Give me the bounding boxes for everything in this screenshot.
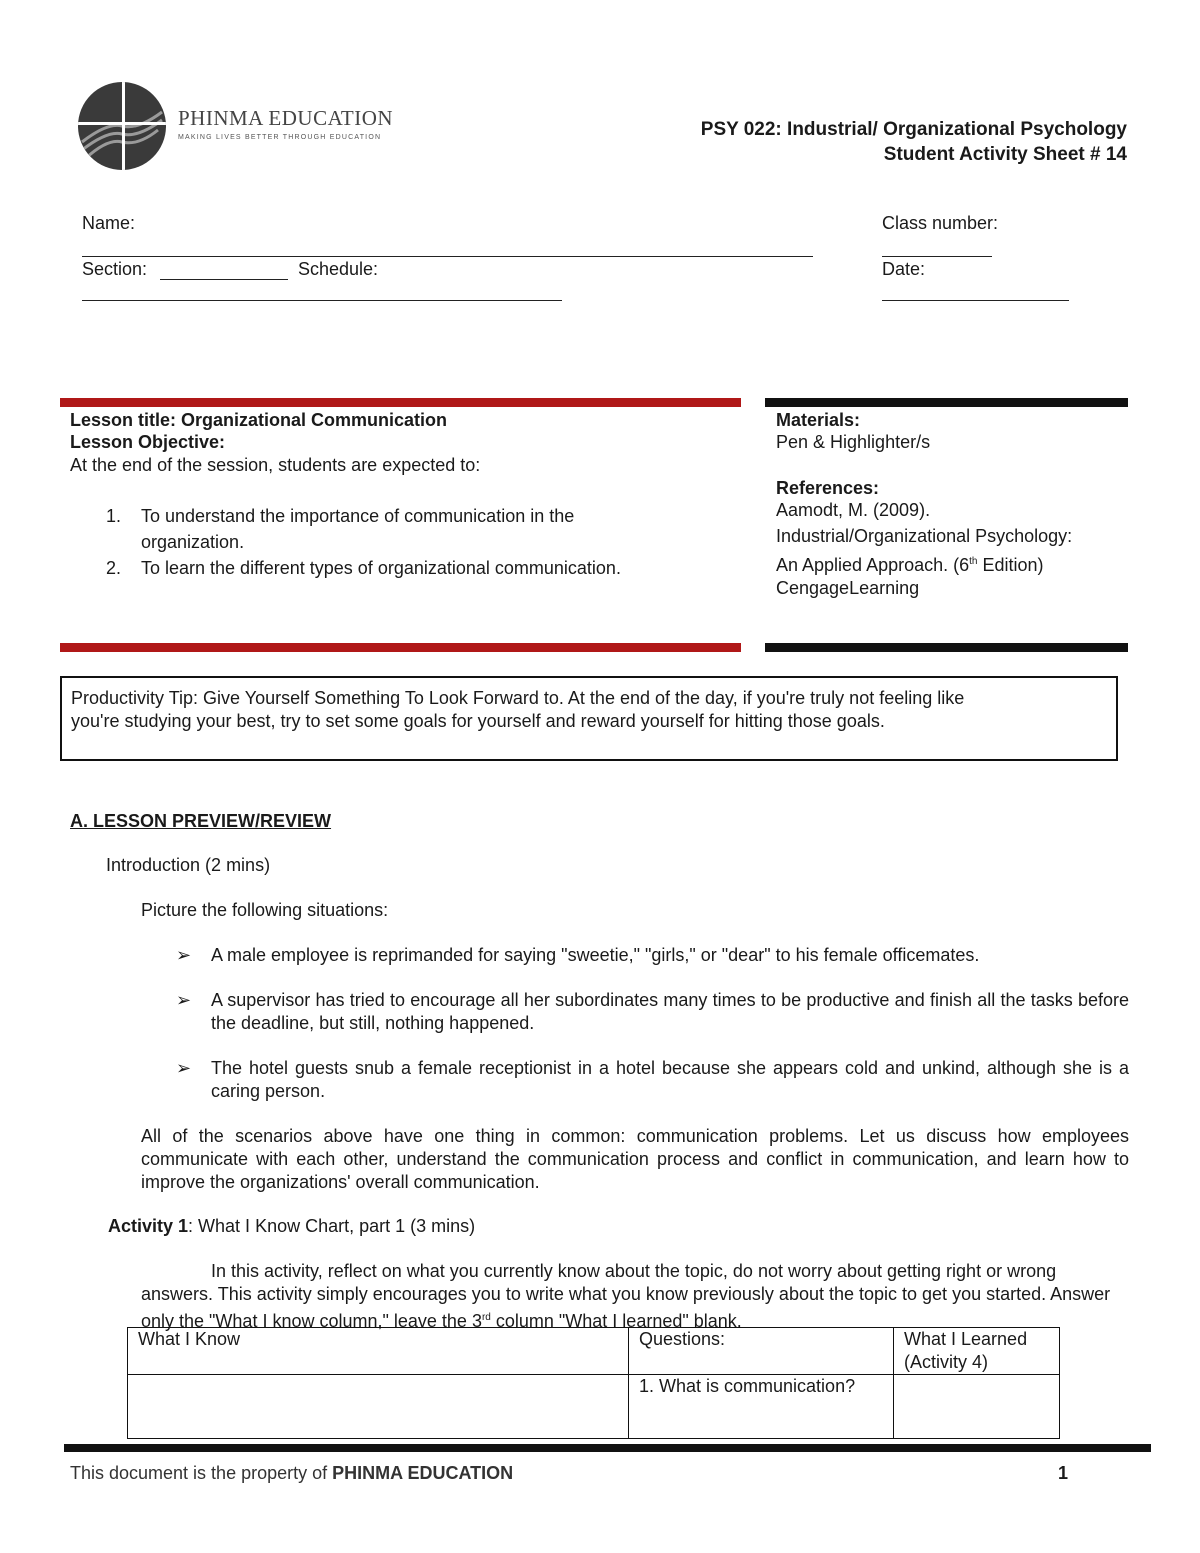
table-header-row	[128, 1328, 1060, 1375]
footer-bar	[64, 1444, 1151, 1452]
tip-line-2: you're studying your best, try to set some goals for yourself and reward yourself for hitting those goals.	[71, 711, 885, 731]
tip-line-1: Productivity Tip: Give Yourself Something To Look Forward to. At the end of the day, if you're truly not feeling like	[71, 688, 965, 708]
name-field[interactable]	[82, 256, 813, 257]
answer-cell-what-i-know[interactable]	[128, 1375, 629, 1439]
reference-line-2: Industrial/Organizational Psychology:	[776, 526, 1073, 546]
top-red-bar	[60, 398, 741, 407]
date-label: Date:	[882, 259, 926, 279]
schedule-field[interactable]	[82, 300, 562, 301]
sheet-title: Student Activity Sheet # 14	[883, 144, 1127, 165]
reference-line-4: CengageLearning	[776, 578, 920, 598]
introduction-label: Introduction (2 mins)	[106, 855, 271, 875]
course-title: PSY 022: Industrial/ Organizational Psychology	[700, 119, 1127, 140]
bullet-2: A supervisor has tried to encourage all her subordinates many times to be productive and finish all the tasks before the deadline, but still, nothing happened.	[211, 990, 1129, 1033]
header-what-i-learned: What I Learned (Activity 4)	[894, 1328, 1060, 1375]
objective-num-1: 1.	[106, 506, 122, 526]
top-black-bar	[765, 398, 1128, 407]
references-label: References:	[776, 478, 880, 498]
what-i-know-table	[127, 1327, 1060, 1439]
section-field[interactable]	[160, 279, 288, 280]
answer-cell-what-i-learned[interactable]	[894, 1375, 1060, 1439]
objective-2-line1: To learn the different types of organizational communication.	[141, 558, 621, 578]
bullet-arrow-icon: ➢	[176, 945, 192, 965]
schedule-label: Schedule:	[298, 259, 379, 279]
objective-num-2: 2.	[106, 558, 122, 578]
bullet-1: A male employee is reprimanded for saying "sweetie," "girls," or "dear" to his female officemates.	[211, 945, 980, 965]
reference-line-1: Aamodt, M. (2009).	[776, 500, 931, 520]
class-number-field[interactable]	[882, 256, 992, 257]
logo-tagline: MAKING LIVES BETTER THROUGH EDUCATION	[178, 134, 382, 141]
question-cell: 1. What is communication?	[629, 1375, 894, 1439]
page-number: 1	[1058, 1463, 1069, 1483]
bullet-arrow-icon: ➢	[176, 1058, 192, 1078]
name-label: Name:	[82, 213, 136, 233]
materials-text: Pen & Highlighter/s	[776, 432, 931, 452]
header-questions: Questions:	[629, 1328, 894, 1375]
table-row	[128, 1375, 1060, 1439]
lesson-intro: At the end of the session, students are expected to:	[70, 455, 481, 475]
bottom-red-bar	[60, 643, 741, 652]
lesson-objective-label: Lesson Objective:	[70, 432, 226, 452]
productivity-tip-box	[60, 676, 1118, 761]
logo-emblem-icon	[78, 82, 166, 170]
bottom-black-bar	[765, 643, 1128, 652]
class-number-label: Class number:	[882, 213, 999, 233]
header-what-i-know: What I Know	[128, 1328, 629, 1375]
section-a-heading: A. LESSON PREVIEW/REVIEW	[70, 811, 332, 831]
bullet-3: The hotel guests snub a female receptionist in a hotel because she appears cold and unkind, although she is a caring person.	[211, 1058, 1129, 1101]
scenario-summary: All of the scenarios above have one thing in common: communication problems. Let us discuss how employees communicate with each other, understand the communication process and conflict in communication, and learn how to improve the organizations' overall communication.	[141, 1126, 1129, 1192]
footer-text: This document is the property of PHINMA EDUCATION	[70, 1463, 514, 1483]
phinma-logo	[78, 82, 394, 174]
picture-label: Picture the following situations:	[141, 900, 389, 920]
logo-name: PHINMA EDUCATION	[178, 106, 394, 130]
materials-label: Materials:	[776, 410, 861, 430]
activity-1-instructions: In this activity, reflect on what you currently know about the topic, do not worry about getting right or wrong answers. This activity simply encourages you to write what you know previously about the topic to get you started. Answer only the "What I know column," leave the 3rd column "What I learned" blank.	[141, 1261, 1111, 1331]
reference-line-3: An Applied Approach. (6th Edition)	[776, 555, 1044, 575]
bullet-arrow-icon: ➢	[176, 990, 192, 1010]
lesson-title: Lesson title: Organizational Communication	[70, 410, 448, 430]
objective-1-line1: To understand the importance of communication in the	[141, 506, 575, 526]
course-heading	[701, 117, 1127, 167]
activity-1-heading: Activity 1: What I Know Chart, part 1 (3 mins)	[108, 1216, 476, 1236]
objective-1-line2: organization.	[141, 532, 245, 552]
date-field[interactable]	[882, 300, 1069, 301]
section-label: Section:	[82, 259, 148, 279]
